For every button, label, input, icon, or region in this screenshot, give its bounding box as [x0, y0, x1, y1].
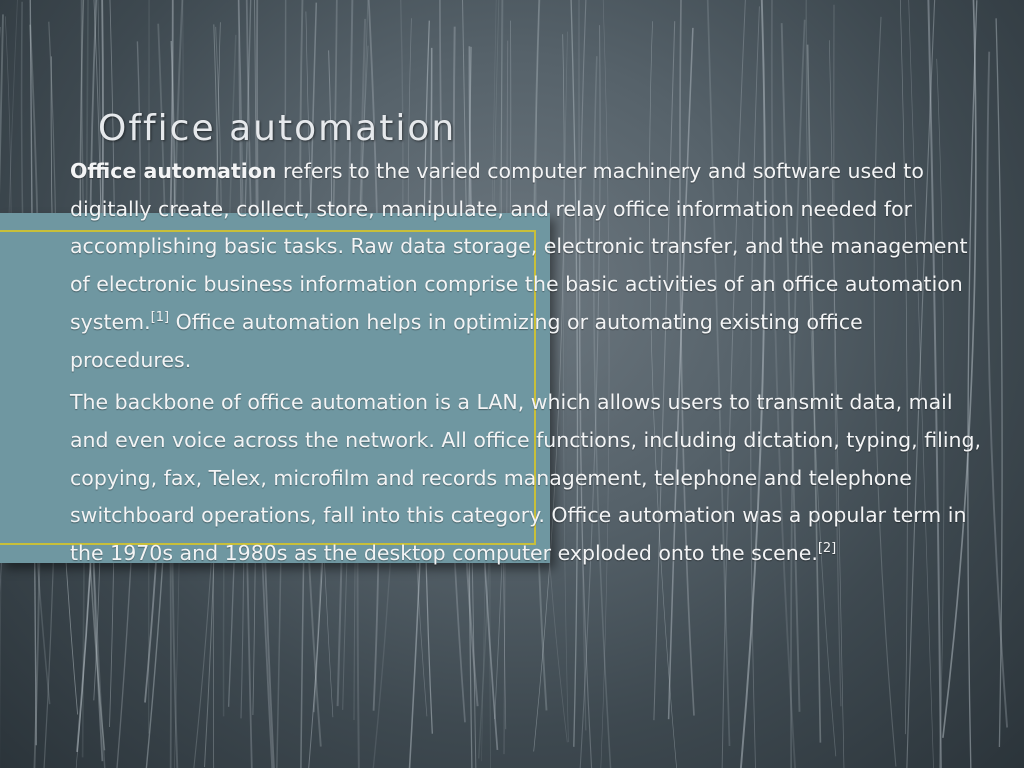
paragraph-2-text: The backbone of office automation is a LAN, which allows users to transmit data, mail and even voice across the network. All office functions, including dictation, typing, filing, copying, fax, Telex, microfilm and records management, telephone and telephone switchboard operations, fall into this category. Office automation was a popular term in the 1970s and 1980s as the desktop computer exploded onto the scene.	[70, 390, 982, 566]
paragraph-1	[70, 153, 990, 379]
paragraph-1-text-a: refers to the varied computer machinery and software used to digitally create, collect, store, manipulate, and relay office information needed for accomplishing basic tasks. Raw data storage, electronic transfer, and the management of electronic business information comprise the basic activities of an office automation system.	[70, 159, 968, 334]
citation-2[interactable]: [2]	[817, 541, 837, 557]
slide-title: Office automation	[98, 108, 457, 149]
citation-1[interactable]: [1]	[150, 309, 170, 325]
paragraph-2	[70, 384, 990, 573]
slide-body	[70, 153, 990, 578]
background-strand	[987, 52, 1007, 728]
paragraph-1-text-b: Office automation helps in optimizing or automating existing office procedures.	[70, 309, 863, 372]
term-office-automation: Office automation	[70, 159, 277, 183]
